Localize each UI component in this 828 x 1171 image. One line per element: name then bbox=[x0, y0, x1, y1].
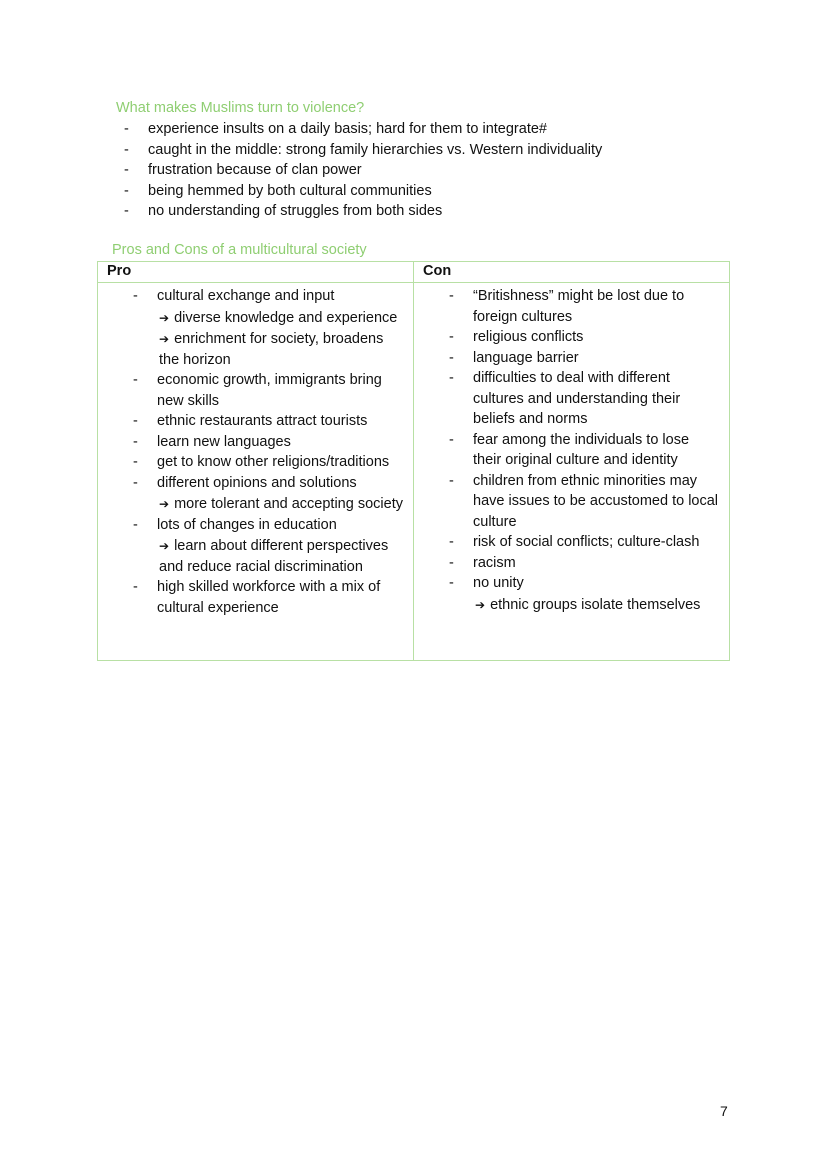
list-item: - no unity ➔ ethnic groups isolate themselves bbox=[473, 573, 719, 615]
list-item: - risk of social conflicts; culture-clash bbox=[473, 532, 719, 553]
list-marker: - bbox=[449, 575, 454, 591]
list-item: - cultural exchange and input ➔ diverse knowledge and experience ➔ enrichment for society, broadens the horizon bbox=[157, 286, 403, 370]
list-item: - no understanding of struggles from both sides bbox=[148, 201, 768, 222]
list-marker: - bbox=[124, 203, 129, 219]
list-item: - language barrier bbox=[473, 348, 719, 369]
list-marker: - bbox=[449, 534, 454, 550]
list-marker: - bbox=[124, 121, 129, 137]
list-marker: - bbox=[124, 162, 129, 178]
pros-list bbox=[98, 286, 403, 618]
list-item: - children from ethnic minorities may have issues to be accustomed to local culture bbox=[449, 472, 719, 530]
pro-column-header: Pro bbox=[98, 262, 414, 283]
list-marker: - bbox=[133, 474, 138, 491]
list-item: - high skilled workforce with a mix of cultural experience bbox=[133, 579, 381, 616]
list-item: - racism bbox=[473, 553, 719, 574]
arrow-right-icon: ➔ bbox=[475, 597, 486, 612]
cons-list bbox=[414, 286, 719, 615]
list-marker: - bbox=[133, 516, 138, 533]
list-item: - frustration because of clan power bbox=[148, 160, 768, 181]
list-item: - religious conflicts bbox=[473, 327, 719, 348]
list-marker: - bbox=[449, 472, 454, 489]
list-marker: - bbox=[133, 413, 138, 429]
list-marker: - bbox=[449, 329, 454, 345]
list-item: - fear among the individuals to lose their original culture and identity bbox=[449, 431, 690, 468]
list-item: - “Britishness” might be lost due to foreign cultures bbox=[449, 288, 685, 325]
sub-point: ➔ enrichment for society, broadens the horizon bbox=[159, 331, 384, 368]
list-item: - ethnic restaurants attract tourists bbox=[157, 411, 403, 432]
sub-point: ➔ more tolerant and accepting society bbox=[157, 494, 403, 515]
list-item: - caught in the middle: strong family hierarchies vs. Western individuality bbox=[148, 140, 768, 161]
arrow-right-icon: ➔ bbox=[159, 310, 170, 325]
list-marker: - bbox=[133, 372, 138, 388]
list-item: - economic growth, immigrants bring new skills bbox=[133, 372, 382, 409]
sub-point: ➔ learn about different perspectives and reduce racial discrimination bbox=[159, 538, 389, 575]
list-marker: - bbox=[133, 288, 138, 304]
table-row bbox=[98, 283, 730, 661]
section-heading-violence: What makes Muslims turn to violence? bbox=[116, 100, 365, 116]
list-item: - experience insults on a daily basis; hard for them to integrate# bbox=[148, 119, 768, 140]
list-item: - difficulties to deal with different cultures and understanding their beliefs and norms bbox=[449, 370, 681, 427]
sub-point: ➔ ethnic groups isolate themselves bbox=[473, 595, 719, 616]
arrow-right-icon: ➔ bbox=[159, 332, 170, 346]
list-marker: - bbox=[133, 579, 138, 595]
list-item: - get to know other religions/traditions bbox=[157, 452, 403, 473]
list-marker: - bbox=[133, 433, 138, 450]
list-item: - being hemmed by both cultural communities bbox=[148, 181, 768, 202]
cons-cell bbox=[414, 283, 730, 661]
arrow-right-icon: ➔ bbox=[159, 539, 170, 553]
table-header-row bbox=[98, 262, 730, 283]
list-marker: - bbox=[449, 370, 454, 386]
violence-reasons-list bbox=[124, 119, 768, 222]
arrow-right-icon: ➔ bbox=[159, 497, 170, 511]
list-marker: - bbox=[124, 182, 129, 199]
con-column-header: Con bbox=[414, 262, 730, 283]
pros-cons-table bbox=[97, 261, 730, 661]
list-marker: - bbox=[449, 554, 454, 571]
pros-cell bbox=[98, 283, 414, 661]
list-marker: - bbox=[449, 349, 454, 366]
page-number: 7 bbox=[720, 1103, 728, 1119]
list-marker: - bbox=[449, 288, 454, 304]
list-marker: - bbox=[449, 431, 454, 448]
section-heading-pros-cons: Pros and Cons of a multicultural society bbox=[112, 242, 367, 258]
list-marker: - bbox=[133, 454, 138, 470]
sub-point: ➔ diverse knowledge and experience bbox=[157, 308, 403, 329]
list-item: - different opinions and solutions ➔ more tolerant and accepting society bbox=[157, 473, 403, 515]
list-item: - lots of changes in education ➔ learn about different perspectives and reduce racial discrimination bbox=[157, 515, 403, 578]
list-item: - learn new languages bbox=[157, 432, 403, 453]
list-marker: - bbox=[124, 141, 129, 158]
